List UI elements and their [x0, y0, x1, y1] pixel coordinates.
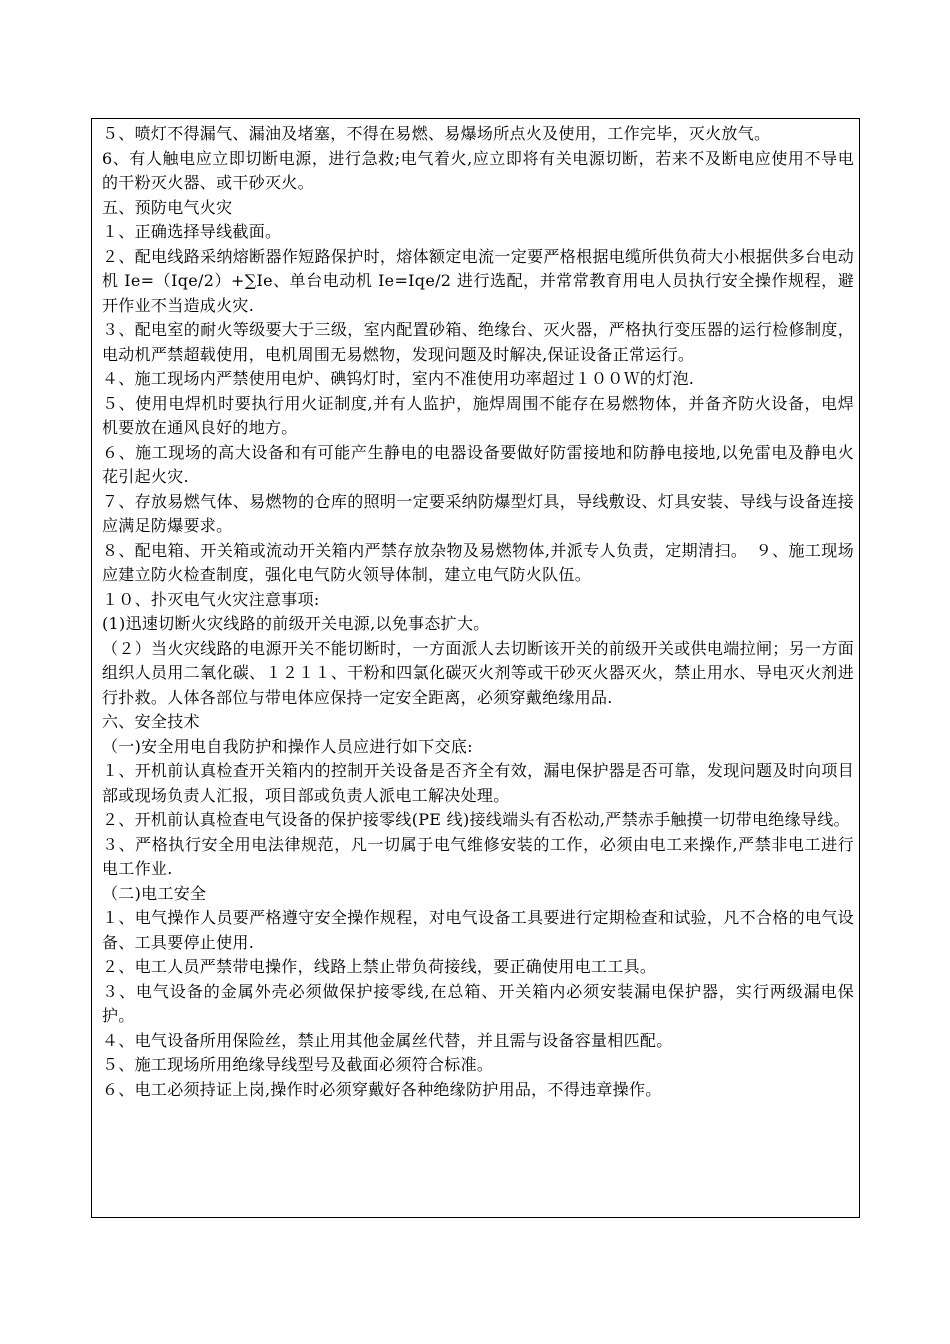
- paragraph-electrician-only: ３、严格执行安全用电法律规范，凡一切属于电气维修安装的工作，必须由电工来操作,严禁非电工进行电工作业.: [102, 834, 854, 878]
- paragraph-certification: ６、电工必须持证上岗,操作时必须穿戴好各种绝缘防护用品，不得违章操作。: [102, 1079, 662, 1099]
- paragraph-precheck-pe: ２、开机前认真检查电气设备的保护接零线(PE 线)接线端头有否松动,严禁赤手触摸一切带电绝缘导线。: [102, 810, 850, 829]
- paragraph-firefighting-notes: １０、扑灭电气火灾注意事项:: [102, 589, 320, 609]
- paragraph-welding: ５、使用电焊机时要执行用火证制度,并有人监护，施焊周围不能存在易燃物体，并备齐防火设备，电焊机要放在通风良好的地方。: [102, 393, 854, 437]
- paragraph-cut-power: (1)迅速切断火灾线路的前级开关电源,以免事态扩大。: [102, 614, 490, 633]
- paragraph-precheck-switch: １、开机前认真检查开关箱内的控制开关设备是否齐全有效，漏电保护器是否可靠，发现问题及时向项目部或现场负责人汇报，项目部或负责人派电工解决处理。: [102, 761, 854, 805]
- paragraph-electric-shock: 6、有人触电应立即切断电源，进行急救;电气着火,应立即将有关电源切断，若来不及断电应使用不导电的干粉灭火器、或干砂灭火。: [102, 148, 854, 192]
- paragraph-insulated-wire: ５、施工现场所用绝缘导线型号及截面必须符合标准。: [102, 1055, 494, 1074]
- paragraph-no-live-work: ２、电工人员严禁带电操作，线路上禁止带负荷接线，要正确使用电工工具。: [102, 957, 657, 976]
- paragraph-blowtorch: ５、喷灯不得漏气、漏油及堵塞，不得在易燃、易爆场所点火及使用，工作完毕，灭火放气。: [102, 124, 771, 143]
- subheading-electrician-safety: （二)电工安全: [102, 883, 207, 903]
- paragraph-metal-enclosure: ３、电气设备的金属外壳必须做保护接零线,在总箱、开关箱内必须安装漏电保护器，实行两级漏电保护。: [102, 981, 854, 1025]
- paragraph-distribution-box: ８、配电箱、开关箱或流动开关箱内严禁存放杂物及易燃物体,并派专人负责，定期清扫。 ９、施工现场应建立防火检查制度，强化电气防火领导体制，建立电气防火队伍。: [102, 540, 854, 584]
- paragraph-electric-stove: ４、施工现场内严禁使用电炉、碘钨灯时，室内不准使用功率超过１００Ｗ的灯泡.: [102, 369, 695, 388]
- paragraph-lightning-grounding: ６、施工现场的高大设备和有可能产生静电的电器设备要做好防雷接地和防静电接地,以免雷电及静电火花引起火灾.: [102, 442, 854, 486]
- subheading-self-protection: （一)安全用电自我防护和操作人员应进行如下交底:: [102, 736, 473, 756]
- paragraph-fuse-protection: ２、配电线路采纳熔断器作短路保护时，熔体额定电流一定要严格根据电缆所供负荷大小根据供多台电动机 Ie=（Iqe/2）+∑Ie、单台电动机 Ie=Iqe/2 进行选配，并常常教育用电人员执行安全操作规程，避开作业不当造成火灾.: [102, 246, 854, 315]
- paragraph-wire-section: １、正确选择导线截面。: [102, 222, 282, 241]
- paragraph-fuse-wire: ４、电气设备所用保险丝，禁止用其他金属丝代替，并且需与设备容量相匹配。: [102, 1030, 673, 1050]
- paragraph-extinguish: （２）当火灾线路的电源开关不能切断时，一方面派人去切断该开关的前级开关或供电端拉闸；另一方面组织人员用二氧化碳、１２１１、干粉和四氯化碳灭火剂等或干砂灭火器灭火，禁止用水、导电灭火剂进行扑救。人体各部位与带电体应保持一定安全距离，必须穿戴绝缘用品.: [102, 638, 854, 707]
- paragraph-distribution-room: ３、配电室的耐火等级要大于三级，室内配置砂箱、绝缘台、灭火器，严格执行变压器的运行检修制度，电动机严禁超载使用，电机周围无易燃物，发现问题及时解决,保证设备正常运行。: [102, 320, 854, 364]
- section-heading-fire-prevention: 五、预防电气火灾: [102, 197, 233, 217]
- section-heading-safety-tech: 六、安全技术: [102, 712, 200, 731]
- paragraph-operation-rules: １、电气操作人员要严格遵守安全操作规程，对电气设备工具要进行定期检查和试验，凡不合格的电气设备、工具要停止使用.: [102, 908, 854, 952]
- document-body: [102, 122, 854, 1102]
- paragraph-warehouse-lighting: ７、存放易燃气体、易燃物的仓库的照明一定要采纳防爆型灯具，导线敷设、灯具安装、导线与设备连接应满足防爆要求。: [102, 491, 854, 535]
